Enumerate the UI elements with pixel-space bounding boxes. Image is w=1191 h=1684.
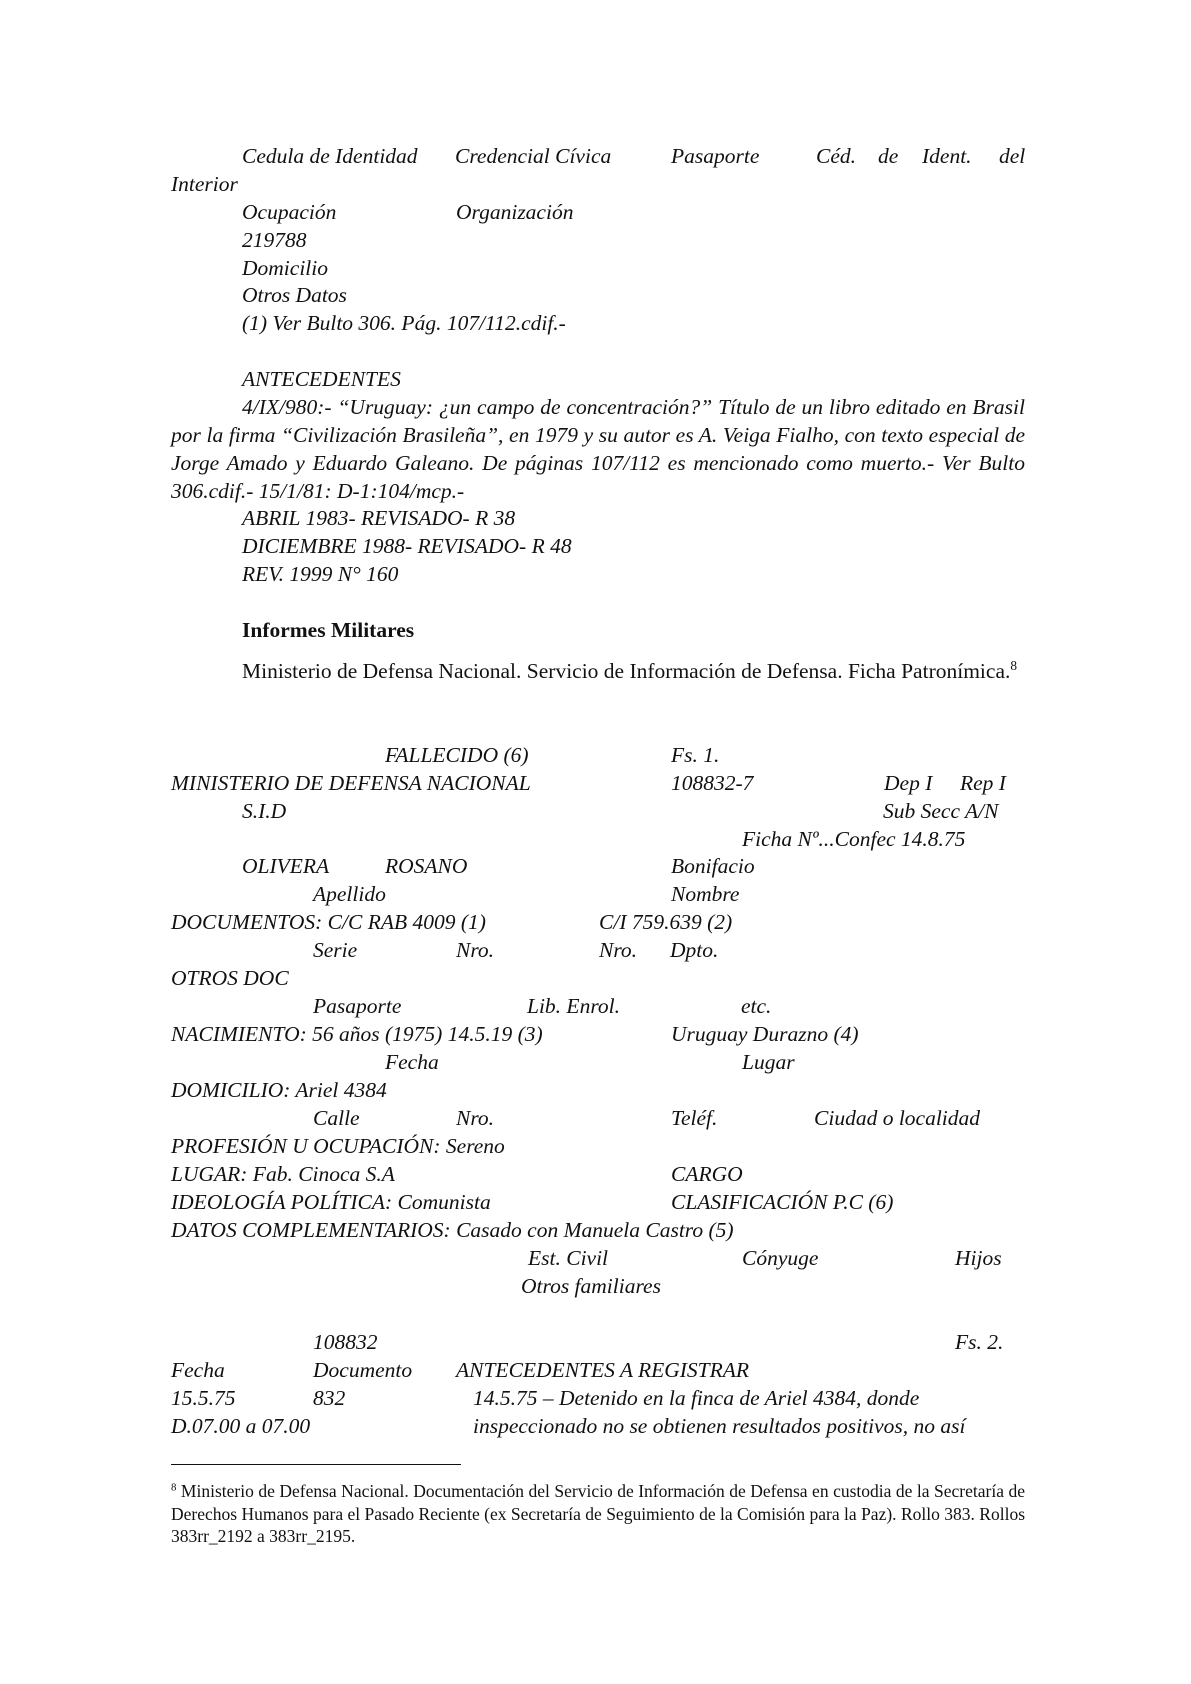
sid-label: S.I.D (242, 799, 287, 823)
est-civil-label: Est. Civil (528, 1246, 609, 1270)
nombre-value: Bonifacio (671, 854, 755, 878)
cargo-label: CARGO (671, 1162, 743, 1186)
documentos-line: DOCUMENTOS: C/C RAB 4009 (1) (171, 910, 486, 934)
fs1-label: Fs. 1. (671, 743, 720, 767)
profesion-line: PROFESIÓN U OCUPACIÓN: Sereno (171, 1134, 505, 1158)
ced-ident-label-1: Céd. (816, 144, 857, 168)
cedula-label: Cedula de Identidad (242, 144, 418, 168)
otros-familiares-label: Otros familiares (521, 1274, 661, 1298)
revision-1: ABRIL 1983- REVISADO- R 38 (242, 506, 516, 530)
antecedentes-heading: ANTECEDENTES (242, 367, 401, 391)
id-number: 219788 (242, 228, 307, 252)
interior-label: Interior (171, 172, 238, 196)
row-text-1: 14.5.75 – Detenido en la finca de Ariel 4384, donde (473, 1386, 920, 1410)
ced-ident-label-2: de (878, 144, 899, 168)
serie-label: Serie (313, 938, 358, 962)
fs2-label: Fs. 2. (955, 1330, 1004, 1354)
nacimiento-line: NACIMIENTO: 56 años (1975) 14.5.19 (3) (171, 1022, 543, 1046)
ciudad-label: Ciudad o localidad (814, 1106, 981, 1130)
footnote-rule (171, 1464, 461, 1465)
ministerio-label: MINISTERIO DE DEFENSA NACIONAL (171, 771, 531, 795)
ideologia-line: IDEOLOGÍA POLÍTICA: Comunista (171, 1190, 491, 1214)
row-fecha-2: D.07.00 a 07.00 (171, 1414, 311, 1438)
subsecc-label: Sub Secc A/N (883, 799, 999, 823)
etc-label: etc. (741, 994, 772, 1018)
footnote-text: Ministerio de Defensa Nacional. Documentación del Servicio de Información de Defensa en custodia de la Secretaría de Derechos Humanos para el Pasado Reciente (ex Secretaría de Seguimiento de la Comisión para la Paz). Rollo 383. Rollos 383rr_2192 a 383rr_2195. (171, 1481, 1026, 1546)
dpto-label: Dpto. (670, 938, 719, 962)
bulto-note: (1) Ver Bulto 306. Pág. 107/112.cdif.- (242, 311, 566, 335)
col-antecedentes: ANTECEDENTES A REGISTRAR (456, 1358, 750, 1382)
ci-value: C/I 759.639 (2) (599, 910, 733, 934)
ced-ident-label-4: del (999, 144, 1026, 168)
clasificacion-line: CLASIFICACIÓN P.C (6) (671, 1190, 894, 1214)
lib-enrol-label: Lib. Enrol. (527, 994, 620, 1018)
pasaporte-doc-label: Pasaporte (313, 994, 402, 1018)
fecha-label: Fecha (385, 1050, 439, 1074)
dep-label: Dep I (884, 771, 933, 795)
apellido-1: OLIVERA (242, 854, 330, 878)
fallecido-label: FALLECIDO (6) (385, 743, 529, 767)
fs2-number: 108832 (313, 1330, 378, 1354)
antecedentes-paragraph: 4/IX/980:- “Uruguay: ¿un campo de concentración?” Título de un libro editado en Brasil por la firma “Civilización Brasileña”, en 1979 y su autor es A. Veiga Fialho, con texto especial de Jorge Amado y Eduardo Galeano. De páginas 107/112 es mencionado como muerto.- Ver Bulto 306.cdif.- 15/1/81: D-1:104/mcp.- (171, 395, 1025, 503)
revision-2: DICIEMBRE 1988- REVISADO- R 48 (242, 534, 572, 558)
revision-3: REV. 1999 N° 160 (242, 562, 399, 586)
calle-label: Calle (313, 1106, 360, 1130)
nro-label-2: Nro. (599, 938, 638, 962)
informes-text: Ministerio de Defensa Nacional. Servicio de Información de Defensa. Ficha Patronímica. (242, 659, 1011, 683)
lugar-line: LUGAR: Fab. Cinoca S.A (171, 1162, 395, 1186)
otros-doc-label: OTROS DOC (171, 966, 289, 990)
telef-label: Teléf. (671, 1106, 718, 1130)
footnote-number: 8 (171, 1481, 177, 1494)
apellido-label: Apellido (313, 882, 386, 906)
ocupacion-label: Ocupación (242, 200, 337, 224)
footnote-ref: 8 (1010, 657, 1018, 673)
col-fecha: Fecha (171, 1358, 225, 1382)
nombre-label: Nombre (671, 882, 740, 906)
lugar-label: Lugar (742, 1050, 795, 1074)
credencial-label: Credencial Cívica (455, 144, 612, 168)
ficha-number: 108832-7 (671, 771, 754, 795)
hijos-label: Hijos (955, 1246, 1002, 1270)
conyuge-label: Cónyuge (742, 1246, 819, 1270)
organizacion-label: Organización (456, 200, 574, 224)
row-fecha: 15.5.75 (171, 1386, 236, 1410)
datos-complementarios-line: DATOS COMPLEMENTARIOS: Casado con Manuela Castro (5) (171, 1218, 734, 1242)
informes-paragraph (171, 657, 1025, 685)
row-text-2: inspeccionado no se obtienen resultados positivos, no así (473, 1414, 966, 1438)
otros-datos-label: Otros Datos (242, 283, 347, 307)
apellido-2: ROSANO (385, 854, 468, 878)
ced-ident-label-3: Ident. (922, 144, 972, 168)
pasaporte-label: Pasaporte (671, 144, 760, 168)
ficha-confec: Ficha Nº...Confec 14.8.75 (742, 827, 966, 851)
domicilio-label: Domicilio (242, 256, 328, 280)
footnote (171, 1480, 1025, 1548)
nro-label: Nro. (456, 938, 495, 962)
nro-label-3: Nro. (456, 1106, 495, 1130)
domicilio-line: DOMICILIO: Ariel 4384 (171, 1078, 387, 1102)
rep-label: Rep I (960, 771, 1006, 795)
informes-heading: Informes Militares (242, 618, 415, 642)
row-documento: 832 (313, 1386, 346, 1410)
col-documento: Documento (313, 1358, 413, 1382)
lugar-nacimiento: Uruguay Durazno (4) (671, 1022, 859, 1046)
